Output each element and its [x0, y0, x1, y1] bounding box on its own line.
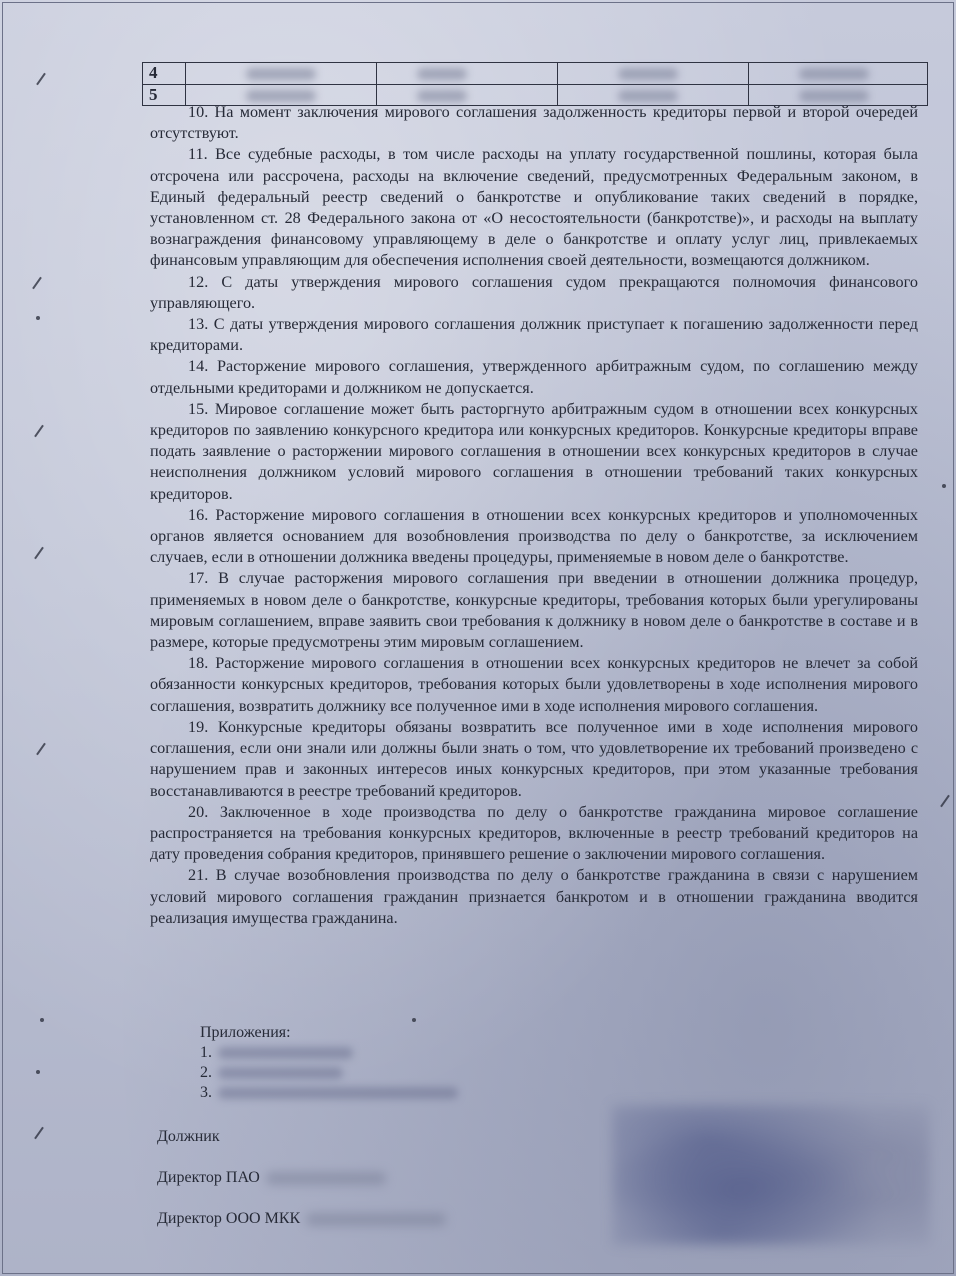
- paper-mark: [34, 425, 44, 438]
- clause-19: 19. Конкурсные кредиторы обязаны возвратить все полученное ими в ходе исполнения мирового соглашения, если они знали или должны были знать о том, что удовлетворение их требований произведено с нарушением прав и законных интересов иных конкурсных кредиторов, при этом указанные требования восстанавливаются в реестре требований кредиторов.: [150, 717, 918, 800]
- redacted-text: [218, 1047, 353, 1059]
- paper-speck: [412, 1018, 416, 1022]
- debtor-label-row: [157, 1128, 220, 1146]
- list-item: [200, 1083, 458, 1103]
- paper-mark: [32, 277, 42, 290]
- director-mkk-label: Директор ООО МКК: [157, 1210, 301, 1227]
- list-item: [200, 1043, 458, 1063]
- paper-speck: [36, 1070, 40, 1074]
- director-pao-row: [157, 1169, 386, 1187]
- clause-11: 11. Все судебные расходы, в том числе расходы на уплату государственной пошлины, которая была отсрочена или рассрочена, расходы на включение сведений, предусмотренных Федеральным законом, в Единый федеральный реестр сведений о банкротстве и опубликование таких сведений в порядке, установленном ст. 28 Федерального закона от «О несостоятельности (банкротстве)», и расходы на выплату вознаграждения финансовому управляющему в деле о банкротстве и оплату услуг лиц, привлекаемых финансовым управляющим для обеспечения исполнения своей деятельности, возмещаются должником.: [150, 145, 918, 270]
- paper-mark: [34, 1127, 44, 1140]
- clause-12: 12. С даты утверждения мирового соглашения судом прекращаются полномочия финансового управляющего.: [150, 272, 918, 312]
- redacted-cell: [558, 63, 749, 85]
- debtor-label: Должник: [157, 1128, 220, 1145]
- attachment-number: 2.: [200, 1064, 212, 1081]
- clause-21: 21. В случае возобновления производства по делу о банкротстве гражданина в связи с нарушением условий мирового соглашения гражданин признается банкротом и в отношении гражданина вводится реализация имущества гражданина.: [150, 866, 918, 927]
- attachment-number: 1.: [200, 1044, 212, 1061]
- paper-mark: [36, 73, 46, 86]
- creditors-table: [142, 62, 928, 106]
- redacted-cell: [749, 63, 928, 85]
- paper-mark: [940, 795, 950, 808]
- paper-mark: [34, 547, 44, 560]
- row-number: 4: [143, 63, 186, 85]
- clause-15: 15. Мировое соглашение может быть расторгнуто арбитражным судом в отношении всех конкурсных кредиторов по заявлению конкурсного кредитора или конкурсных кредиторов. Конкурсные кредиторы вправе подать заявление о расторжении мирового соглашения в отношении всех конкурсных кредиторов в случае неисполнения должником условий мирового соглашения в отношении требований таких конкурсных кредиторов.: [150, 399, 918, 503]
- director-mkk-row: [157, 1210, 446, 1228]
- redacted-text: [306, 1213, 446, 1226]
- clause-14: 14. Расторжение мирового соглашения, утвержденного арбитражным судом, по соглашению между отдельными кредиторами и должником не допускается.: [150, 357, 918, 397]
- clause-18: 18. Расторжение мирового соглашения в отношении всех конкурсных кредиторов не влечет за собой обязанности конкурсных кредиторов, требования которых были удовлетворены в ходе исполнения мирового соглашения, возвратить должнику все полученное ими в ходе исполнения мирового соглашения.: [150, 654, 918, 715]
- list-item: [200, 1063, 458, 1083]
- attachments-list: [200, 1023, 458, 1103]
- clause-16: 16. Расторжение мирового соглашения в отношении всех конкурсных кредиторов и уполномоченных органов является основанием для возобновления производства по делу о банкротстве, за исключением случаев, если в отношении должника введены процедуры, применяемые в новом деле о банкротстве.: [150, 505, 918, 567]
- attachment-number: 3.: [200, 1084, 212, 1101]
- row-number: 5: [143, 84, 186, 106]
- director-pao-label: Директор ПАО: [157, 1169, 260, 1186]
- redacted-text: [218, 1087, 458, 1099]
- clause-17: 17. В случае расторжения мирового соглашения при введении в отношении должника процедур, применяемых в новом деле о банкротстве, конкурсные кредиторы, требования которых были урегулированы мировым соглашением, вправе заявить свои требования к должнику в новом деле о банкротстве в составе и в размере, которые предусмотрены этим мировым соглашением.: [150, 569, 918, 652]
- agreement-body: [150, 102, 918, 929]
- redacted-cell: [186, 63, 377, 85]
- paper-speck: [40, 1018, 44, 1022]
- redacted-signatures: [612, 1105, 930, 1245]
- paper-speck: [942, 484, 946, 488]
- redacted-text: [266, 1172, 386, 1185]
- redacted-text: [218, 1067, 343, 1079]
- paper-speck: [36, 316, 40, 320]
- clause-10: 10. На момент заключения мирового соглашения задолженность кредиторы первой и второй очередей отсутствуют.: [150, 103, 918, 143]
- redacted-cell: [377, 63, 558, 85]
- clause-13: 13. С даты утверждения мирового соглашения должник приступает к погашению задолженности перед кредиторами.: [150, 315, 918, 355]
- paper-mark: [36, 743, 46, 756]
- attachments-heading: Приложения:: [200, 1024, 291, 1041]
- clause-20: 20. Заключенное в ходе производства по делу о банкротстве гражданина мировое соглашение распространяется на требования конкурсных кредиторов, включенные в реестр требований кредиторов на дату проведения собрания кредиторов, принявшего решение о заключении мирового соглашения.: [150, 802, 918, 864]
- table-row: [143, 63, 928, 85]
